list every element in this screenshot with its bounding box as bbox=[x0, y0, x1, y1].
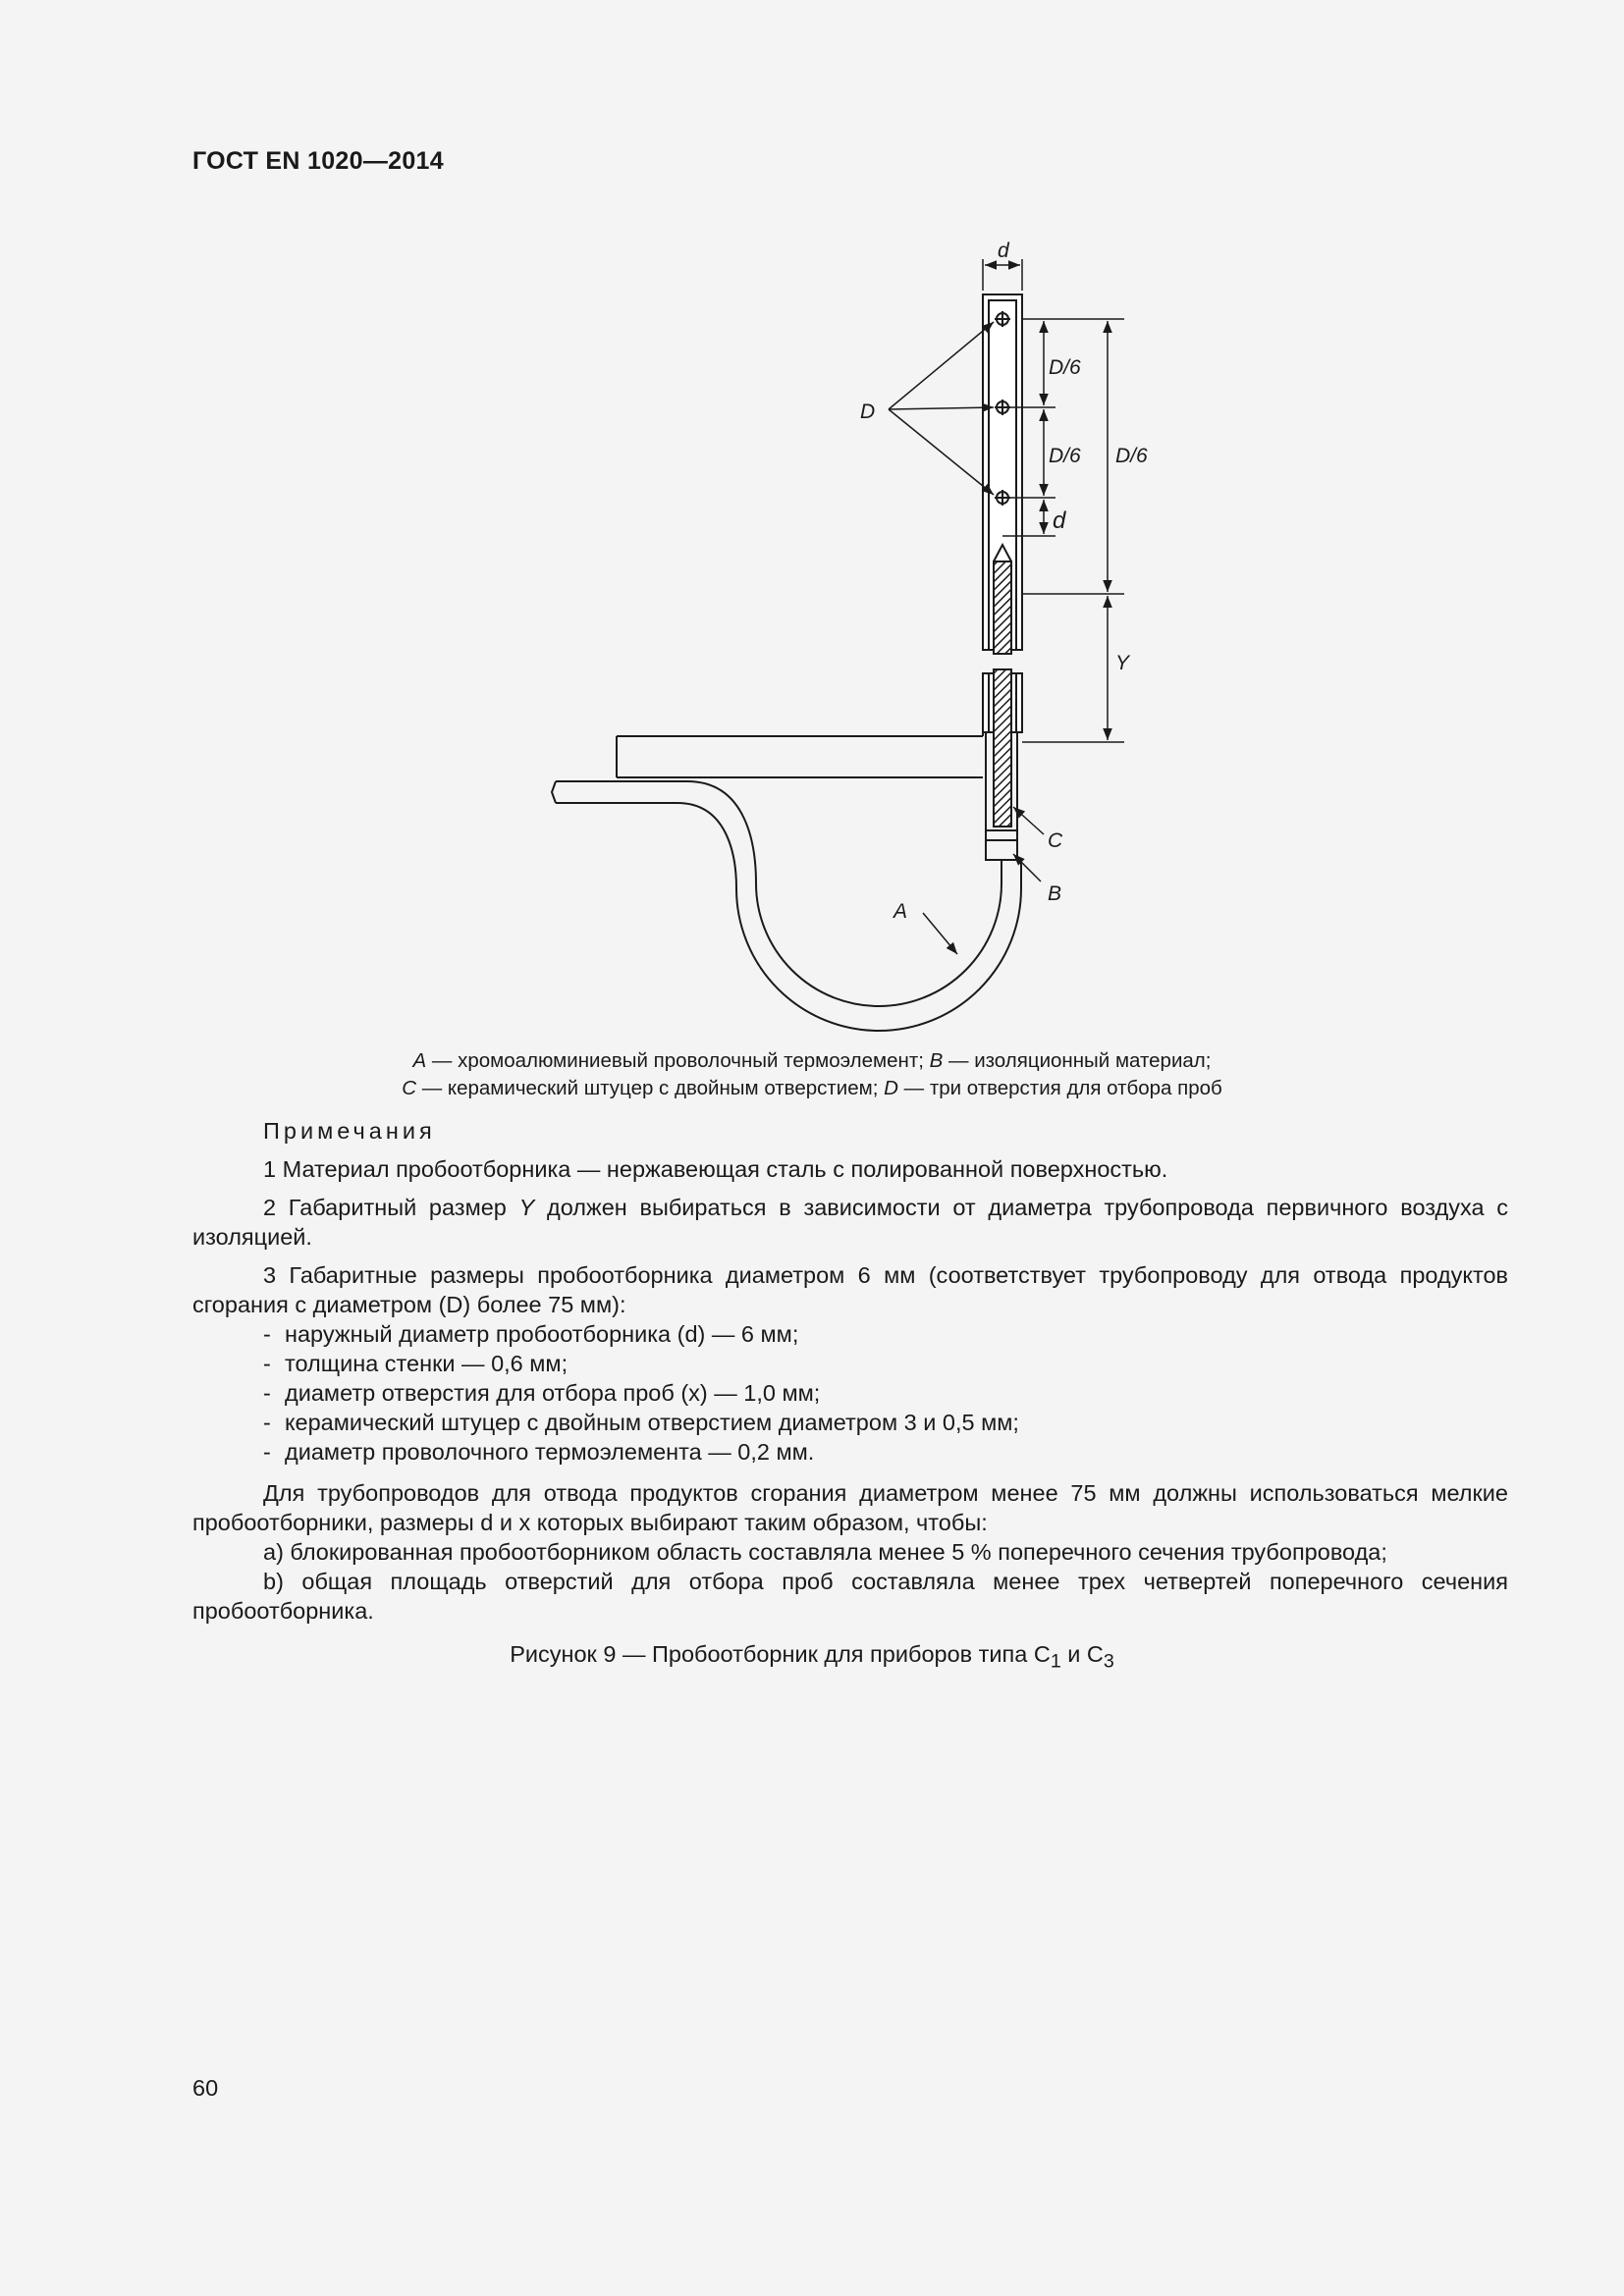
page-number: 60 bbox=[192, 2075, 219, 2101]
thermocouple-upper bbox=[994, 545, 1011, 654]
probe-lower-tube bbox=[983, 669, 1022, 860]
label-B: B bbox=[1048, 882, 1062, 905]
duct-wall bbox=[617, 673, 983, 777]
sampling-probe-diagram bbox=[0, 0, 1624, 1060]
thermocouple-wire-pipe bbox=[552, 781, 1021, 1031]
label-d6-upper: D/6 bbox=[1049, 356, 1081, 379]
note-1: 1 Материал пробоотборника — нержавеющая сталь с полированной поверхностью. bbox=[263, 1156, 1168, 1182]
list-item: - диаметр проволочного термоэлемента — 0,2 мм. bbox=[263, 1439, 815, 1465]
note-3-list bbox=[192, 1319, 1508, 1467]
condition-a: a) блокированная пробоотборником область составляла менее 5 % поперечного сечения трубопровода; bbox=[263, 1539, 1387, 1565]
notes-heading: Примечания bbox=[263, 1118, 436, 1144]
list-item: - керамический штуцер с двойным отверстием диаметром 3 и 0,5 мм; bbox=[263, 1410, 1019, 1435]
document-header: ГОСТ EN 1020—2014 bbox=[192, 147, 444, 175]
notes-section bbox=[192, 1116, 1508, 1626]
legend-line-2: C — керамический штуцер с двойным отверстием; D — три отверстия для отбора проб bbox=[402, 1077, 1222, 1099]
label-d-top: d bbox=[998, 240, 1009, 262]
list-item: - диаметр отверстия для отбора проб (x) — 1,0 мм; bbox=[263, 1380, 821, 1406]
label-A: A bbox=[893, 900, 908, 923]
label-d6-outer: D/6 bbox=[1115, 445, 1148, 467]
note-2: 2 Габаритный размер Y должен выбираться в зависимости от диаметра трубопровода первичного воздуха с изоляцией. bbox=[192, 1195, 1508, 1250]
list-item: - наружный диаметр пробоотборника (d) — 6 мм; bbox=[263, 1321, 799, 1347]
figure-caption: Рисунок 9 — Пробоотборник для приборов типа $С_1$ и $С_3$ bbox=[510, 1641, 1114, 1673]
condition-b: b) общая площадь отверстий для отбора проб составляла менее трех четвертей поперечного сечения пробоотборника. bbox=[192, 1569, 1508, 1624]
label-D: D bbox=[860, 400, 876, 423]
list-item: - толщина стенки — 0,6 мм; bbox=[263, 1351, 568, 1376]
label-Y: Y bbox=[1115, 652, 1130, 674]
legend-line-1: A — хромоалюминиевый проволочный термоэлемент; B — изоляционный материал; bbox=[412, 1049, 1212, 1072]
small-probe-paragraph: Для трубопроводов для отвода продуктов сгорания диаметром менее 75 мм должны использоваться мелкие пробоотборники, размеры d и x которых выбирают таким образом, чтобы: bbox=[192, 1480, 1508, 1535]
note-3: 3 Габаритные размеры пробоотборника диаметром 6 мм (соответствует трубопроводу для отвода продуктов сгорания с диаметром (D) более 75 мм): bbox=[192, 1262, 1508, 1317]
label-C: C bbox=[1048, 829, 1063, 852]
label-d-small: d bbox=[1053, 507, 1066, 534]
label-d6-middle: D/6 bbox=[1049, 445, 1081, 467]
figure-legend bbox=[0, 1047, 1624, 1102]
